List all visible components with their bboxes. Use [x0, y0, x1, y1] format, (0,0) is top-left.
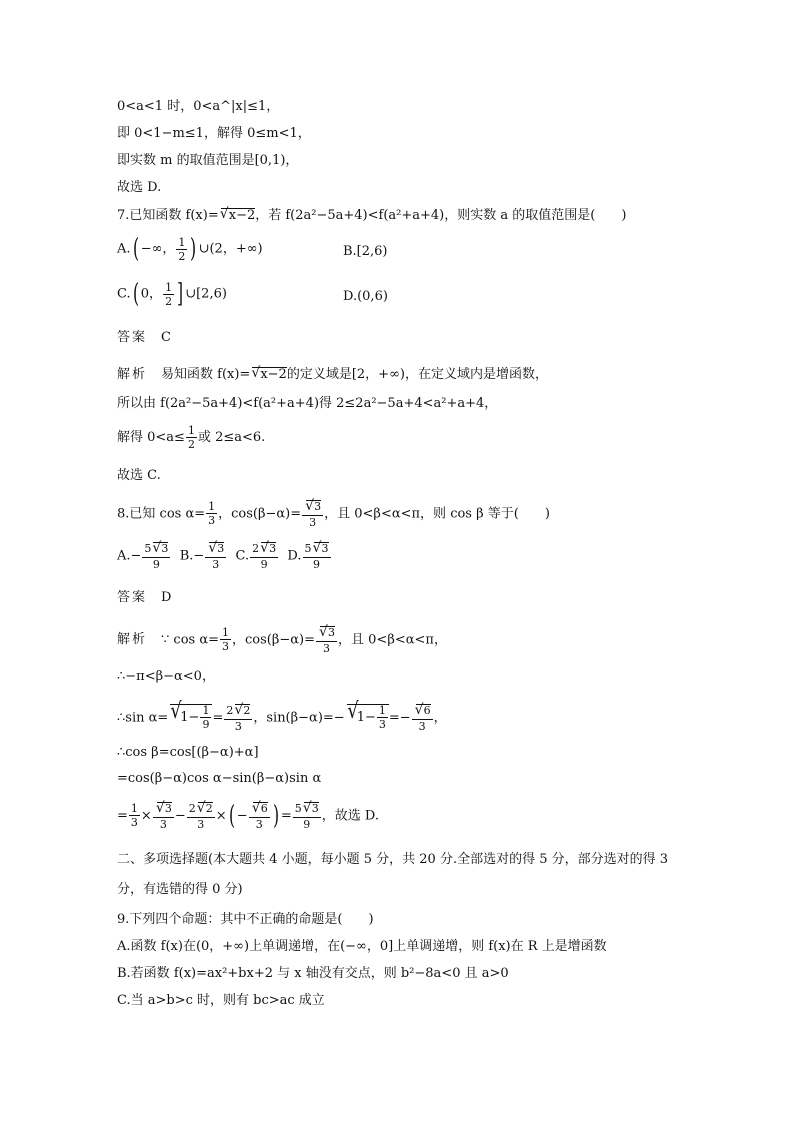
text: ∴sin α= — [117, 710, 169, 726]
text-line: ∴cos β=cos[(β−α)+α] — [117, 745, 259, 760]
option-c: C. — [235, 548, 250, 564]
denominator: 3 — [418, 719, 426, 733]
sqrt-expression — [306, 500, 321, 514]
denominator: 9 — [313, 557, 321, 571]
sqrt-expression — [320, 626, 335, 640]
numerator — [153, 802, 174, 818]
question-8-options — [117, 542, 332, 570]
denominator: 3 — [130, 816, 138, 830]
numerator: 1 — [187, 424, 195, 437]
radicand: 3 — [321, 542, 329, 555]
radicand: 6 — [260, 802, 268, 815]
text: ，且 0<β<α<π， — [338, 632, 447, 648]
radicand: x−2 — [228, 208, 256, 223]
left-paren: ( — [228, 800, 235, 831]
numerator — [250, 542, 278, 558]
question-number: 8. — [117, 506, 130, 522]
denominator: 3 — [159, 817, 167, 831]
math: ∪[2,6) — [185, 286, 227, 302]
fraction — [249, 802, 270, 830]
text: 的定义域是[2，+∞)，在定义域内是增函数， — [286, 367, 548, 382]
numerator — [293, 802, 321, 818]
numerator — [412, 704, 433, 720]
radicand: x−2 — [260, 367, 287, 382]
coef: 5 — [144, 542, 152, 555]
denominator: 3 — [197, 817, 205, 831]
coef: 2 — [252, 542, 260, 555]
denominator: 9 — [260, 557, 268, 571]
radicand: 3 — [164, 802, 172, 815]
sqrt-expression — [157, 802, 172, 816]
numerator — [142, 542, 170, 558]
sqrt-expression — [209, 542, 224, 556]
radicand: 3 — [161, 542, 169, 555]
option-c — [117, 281, 227, 307]
denominator: 3 — [255, 817, 263, 831]
radicand: 3 — [311, 802, 319, 815]
section-heading: 二、多项选择题(本大题共 4 小题，每小题 5 分，共 20 分.全部选对的得 5 分，部分选对的得 3 — [117, 852, 669, 867]
numerator — [187, 802, 215, 818]
radicand: 3 — [217, 542, 225, 555]
text: ，且 0<β<α<π，则 cos β 等于( ) — [324, 506, 550, 522]
text-line: = $\frac{1}{3}$ × √ $\frac{3}{3}$ − $\frac{2√ 2}{3}$ ×( − √ $\frac{6}{3}$ ) = $\frac{5√ 3}{9}$ ，故选 D. — [117, 802, 379, 830]
text: ，若 f(2a²−5a+4)<f(a²+a+4)，则实数 a 的取值范围是( ) — [255, 208, 627, 223]
sqrt-expression — [261, 542, 276, 556]
fraction — [220, 627, 231, 652]
fraction — [153, 802, 174, 830]
explanation-8 — [117, 626, 447, 654]
numerator: 1 — [378, 704, 386, 718]
explanation-label: 解析 — [117, 632, 148, 648]
text: ，sin(β−α)=− — [253, 710, 345, 726]
denominator: 3 — [378, 718, 386, 732]
numerator: 1 — [202, 704, 210, 718]
text: = — [212, 710, 224, 726]
text-line: 所以由 f(2a²−5a+4)<f(a²+a+4)得 2≤2a²−5a+4<a²+a+4， — [117, 396, 498, 411]
question-9-option-a: A.函数 f(x)在(0，+∞)上单调递增，在(−∞，0]上单调递增，则 f(x)在 R 上是增函数 — [117, 939, 607, 954]
numerator: 1 — [165, 280, 173, 294]
coef: 5 — [294, 802, 302, 815]
text-line: =cos(β−α)cos α−sin(β−α)sin α — [117, 771, 322, 786]
text: ，故选 D. — [321, 808, 379, 824]
denominator: 9 — [303, 817, 311, 831]
numerator — [224, 704, 252, 720]
fraction — [303, 542, 331, 570]
option-a — [117, 236, 263, 262]
text: = — [117, 808, 128, 824]
text-line: 即 0<1−m≤1，解得 0≤m<1， — [117, 126, 311, 141]
fraction — [129, 803, 140, 828]
right-bracket: ] — [177, 279, 184, 309]
question-8 — [117, 500, 550, 528]
numerator: 1 — [130, 802, 138, 816]
fraction — [250, 542, 278, 570]
denominator: 3 — [208, 514, 216, 528]
text: × — [215, 808, 227, 824]
option-d: D.(0,6) — [343, 289, 388, 304]
text: ，cos(β−α)= — [218, 506, 302, 522]
coef: 2 — [226, 704, 234, 717]
fraction — [186, 425, 197, 450]
fraction — [224, 704, 252, 732]
text: =− — [388, 710, 411, 726]
numerator — [249, 802, 270, 818]
radicand: 3 — [328, 626, 336, 639]
math: 1− — [356, 710, 376, 726]
numerator — [302, 500, 323, 516]
text: ，cos(β−α)= — [232, 632, 316, 648]
coef: 2 — [188, 802, 196, 815]
sqrt-expression — [221, 208, 256, 224]
option-b: B.[2,6) — [343, 244, 388, 259]
sqrt-expression — [347, 704, 389, 730]
numerator — [316, 626, 337, 642]
fraction — [316, 626, 337, 654]
math: f(x)= — [185, 208, 219, 223]
answer-label: 答案 — [117, 590, 148, 605]
text: ， — [433, 710, 447, 726]
math: ∪(2，+∞) — [198, 241, 263, 257]
text: 解得 0<a≤ — [117, 430, 185, 445]
text-line — [117, 425, 265, 450]
question-number: 7. — [117, 208, 130, 223]
sqrt-expression — [170, 704, 212, 730]
section-heading-cont: 分，有选错的得 0 分) — [117, 882, 243, 897]
text: ∵ cos α= — [161, 632, 220, 648]
fraction — [302, 500, 323, 528]
fraction — [293, 802, 321, 830]
sqrt-expression — [198, 802, 213, 816]
answer-8 — [117, 591, 171, 604]
sqrt-expression — [253, 802, 268, 816]
fraction — [206, 501, 217, 526]
numerator — [205, 542, 226, 558]
fraction — [142, 542, 170, 570]
explanation-7 — [117, 367, 548, 383]
text-line: 故选 C. — [117, 468, 161, 483]
left-paren: ( — [132, 279, 139, 309]
sqrt-expression — [314, 542, 329, 556]
sqrt-expression — [252, 367, 287, 383]
numerator — [303, 542, 331, 558]
denominator: 2 — [165, 294, 173, 308]
text: − — [174, 808, 186, 824]
sqrt-expression — [153, 542, 168, 556]
radicand: 6 — [423, 704, 431, 717]
text: 或 2≤a<6. — [197, 430, 266, 445]
sqrt-expression — [304, 802, 319, 816]
text-line — [117, 704, 447, 732]
option-b: B.− — [179, 548, 205, 564]
numerator: 1 — [178, 235, 186, 249]
coef: 5 — [304, 542, 312, 555]
fraction — [176, 237, 187, 262]
numerator: 1 — [208, 500, 216, 514]
radicand: 2 — [205, 802, 213, 815]
sqrt-expression — [235, 704, 250, 718]
sqrt-expression — [416, 704, 431, 718]
fraction — [205, 542, 226, 570]
option-label: A. — [117, 241, 131, 257]
answer-7 — [117, 331, 171, 344]
answer-value: D — [161, 590, 172, 605]
right-paren: ) — [190, 234, 197, 264]
text: 易知函数 f(x)= — [161, 367, 251, 382]
question-9-option-b: B.若函数 f(x)=ax²+bx+2 与 x 轴没有交点，则 b²−8a<0 且 a>0 — [117, 966, 509, 981]
denominator: 3 — [222, 640, 230, 654]
math: 0， — [140, 286, 163, 302]
denominator: 9 — [152, 557, 160, 571]
question-9-option-c: C.当 a>b>c 时，则有 bc>ac 成立 — [117, 993, 325, 1008]
option-d: D. — [287, 548, 302, 564]
radicand: 3 — [314, 500, 322, 513]
denominator: 3 — [234, 719, 242, 733]
radicand: 3 — [269, 542, 277, 555]
numerator: 1 — [222, 626, 230, 640]
right-paren: ) — [272, 800, 279, 831]
text-line: ∴−π<β−α<0， — [117, 669, 215, 684]
text: = — [280, 808, 292, 824]
fraction — [200, 705, 211, 730]
math: 1− — [180, 710, 200, 726]
fraction — [163, 282, 174, 307]
denominator: 2 — [178, 249, 186, 263]
answer-value: C — [161, 330, 171, 345]
fraction — [187, 802, 215, 830]
math: −∞， — [140, 241, 176, 257]
text: 已知 cos α= — [129, 506, 206, 522]
denominator: 9 — [202, 718, 210, 732]
question-9: 9.下列四个命题：其中不正确的命题是( ) — [117, 912, 374, 927]
radicand: 2 — [243, 704, 251, 717]
text: × — [140, 808, 152, 824]
option-label: C. — [117, 286, 131, 302]
text-line: 故选 D. — [117, 180, 162, 195]
fraction — [377, 705, 388, 730]
fraction — [412, 704, 433, 732]
denominator: 3 — [309, 515, 317, 529]
question-7 — [117, 208, 626, 224]
text-line: 即实数 m 的取值范围是[0,1)， — [117, 153, 299, 168]
option-a: A.− — [117, 548, 142, 564]
text-line: 0<a<1 时，0<a^|x|≤1， — [117, 99, 280, 114]
denominator: 2 — [187, 438, 195, 451]
denominator: 3 — [323, 641, 331, 655]
denominator: 3 — [212, 557, 220, 571]
answer-label: 答案 — [117, 330, 148, 345]
left-paren: ( — [132, 234, 139, 264]
text: 已知函数 — [129, 208, 186, 223]
explanation-label: 解析 — [117, 367, 148, 382]
